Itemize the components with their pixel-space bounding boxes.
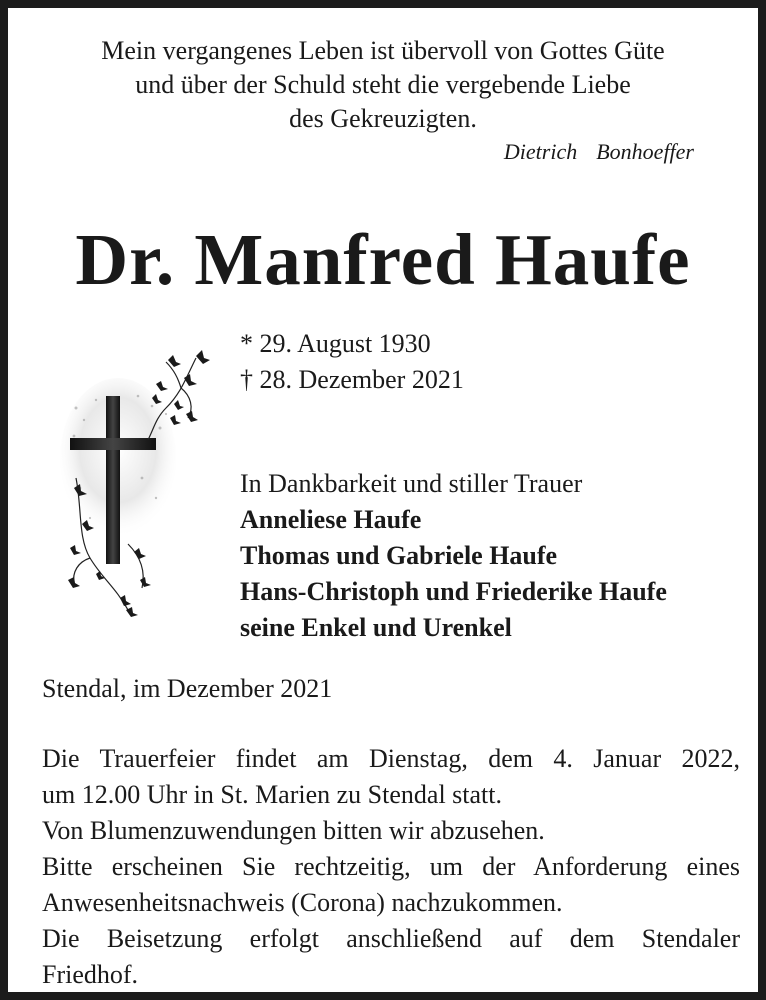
place-and-date: Stendal, im Dezember 2021	[42, 674, 333, 703]
quote-line: Mein vergangenes Leben ist übervoll von Gottes Güte	[101, 36, 665, 65]
quote-author: Dietrich Bonhoeffer	[503, 139, 694, 164]
mourner-name: Thomas und Gabriele Haufe	[240, 541, 558, 570]
quote-line: des Gekreuzigten.	[289, 104, 477, 133]
mourner-name: Anneliese Haufe	[240, 505, 422, 534]
notice-line: Die Beisetzung erfolgt anschließend auf dem Stendaler	[42, 924, 740, 953]
notice-line: Anwesenheitsnachweis (Corona) nachzukommen.	[42, 888, 563, 917]
deceased-name: Dr. Manfred Haufe	[75, 219, 691, 300]
notice-line: um 12.00 Uhr in St. Marien zu Stendal statt.	[42, 780, 503, 809]
cross-with-ivy-icon	[56, 348, 216, 618]
notice-line: Von Blumenzuwendungen bitten wir abzusehen.	[42, 816, 545, 845]
notice-line: Bitte erscheinen Sie rechtzeitig, um der Anforderung eines	[42, 852, 740, 881]
mourner-name: Hans-Christoph und Friederike Haufe	[240, 577, 667, 606]
mourners-block	[240, 466, 667, 646]
mourners-intro: In Dankbarkeit und stiller Trauer	[240, 469, 583, 498]
notice-line: Friedhof.	[42, 960, 139, 989]
life-dates	[240, 326, 464, 398]
notice-line: Die Trauerfeier findet am Dienstag, dem 4. Januar 2022,	[42, 744, 740, 773]
funeral-notice	[42, 741, 740, 993]
mourner-name: seine Enkel und Urenkel	[240, 613, 512, 642]
birth-date: * 29. August 1930	[240, 329, 431, 358]
bible-quote	[8, 34, 758, 136]
mourners-list	[240, 502, 667, 646]
quote-line: und über der Schuld steht die vergebende Liebe	[135, 70, 631, 99]
death-date: † 28. Dezember 2021	[240, 365, 464, 394]
